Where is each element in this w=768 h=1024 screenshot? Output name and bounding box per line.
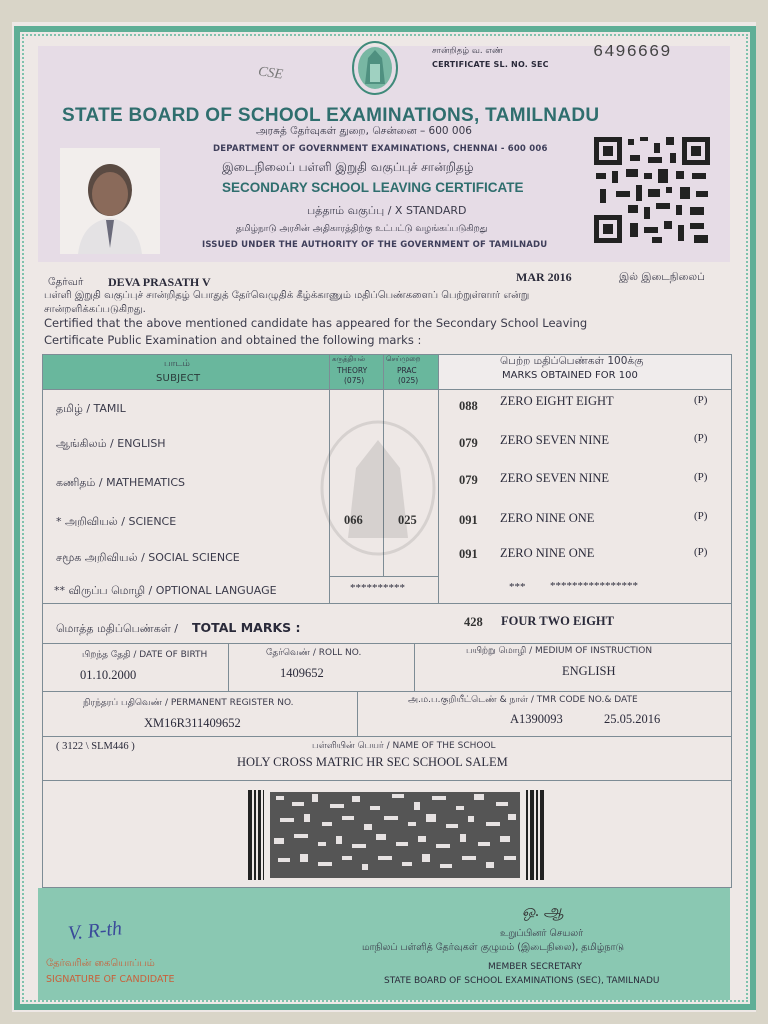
- handwritten-note: CSE: [257, 64, 284, 83]
- cert-en: SECONDARY SCHOOL LEAVING CERTIFICATE: [222, 180, 524, 195]
- medium-value: ENGLISH: [562, 664, 616, 678]
- words-cell: ZERO NINE ONE: [500, 511, 595, 525]
- theory-cell: 066: [344, 513, 363, 527]
- marks-cell: 079: [459, 473, 478, 487]
- prac-header-ta: செய்முறை: [386, 355, 421, 363]
- theory-header-max: (075): [344, 376, 365, 385]
- authority-ta: தமிழ்நாடு அரசின் அதிகாரத்திற்கு உட்பட்டு வழங்கப்படுகிறது: [236, 224, 488, 234]
- medium-label: பயிற்று மொழி / MEDIUM OF INSTRUCTION: [466, 646, 653, 656]
- cert-text-en1: Certified that the above mentioned candidate has appeared for the Secondary School Leaving: [44, 316, 588, 330]
- serial-label-en: CERTIFICATE SL. NO. SEC: [432, 60, 549, 69]
- subject-cell: கணிதம் / MATHEMATICS: [56, 476, 186, 489]
- total-label-en: TOTAL MARKS :: [192, 620, 301, 635]
- board-title: STATE BOARD OF SCHOOL EXAMINATIONS, TAMILNADU: [62, 105, 600, 126]
- words-cell: ZERO NINE ONE: [500, 546, 595, 560]
- watermark-emblem-icon: [318, 418, 438, 558]
- secretary-en1: MEMBER SECRETARY: [488, 962, 582, 972]
- table-divider: [329, 576, 439, 577]
- table-divider: [228, 644, 229, 692]
- emblem-icon: [350, 40, 400, 96]
- words-cell: ZERO SEVEN NINE: [500, 471, 610, 485]
- theory-header-en: THEORY: [337, 366, 368, 375]
- theory-cell: **********: [350, 582, 405, 594]
- secretary-ta1: உறுப்பினர் செயலர்: [500, 928, 584, 939]
- cert-text-ta2: சான்றளிக்கப்படுகிறது.: [44, 304, 146, 315]
- result-cell: (P): [694, 432, 708, 444]
- obtained-header-en: MARKS OBTAINED FOR 100: [502, 370, 638, 381]
- roll-value: 1409652: [280, 666, 324, 680]
- tmr-label: அ.ம.ப.குறியீட்டெண் & நாள் / TMR CODE NO.& DATE: [408, 695, 638, 705]
- level-ta: இல் இடைநிலைப்: [619, 271, 705, 283]
- standard: பத்தாம் வகுப்பு / X STANDARD: [307, 204, 467, 217]
- total-words: FOUR TWO EIGHT: [501, 614, 614, 628]
- total-label-ta: மொத்த மதிப்பெண்கள் /: [56, 622, 178, 635]
- dept-en: DEPARTMENT OF GOVERNMENT EXAMINATIONS, CHENNAI - 600 006: [213, 144, 548, 154]
- prac-header-en: PRAC: [397, 366, 417, 375]
- secretary-ta2: மாநிலப் பள்ளித் தேர்வுகள் குழுமம் (இடைநிலை), தமிழ்நாடு: [362, 942, 625, 953]
- subject-header-ta: பாடம்: [164, 359, 190, 369]
- reg-value: XM16R311409652: [144, 716, 241, 730]
- secretary-signature: ஒ. ஆ: [522, 903, 564, 920]
- table-divider: [357, 692, 358, 737]
- words-cell: ****************: [550, 580, 638, 592]
- candidate-sign-ta: தேர்வரின் கையொப்பம்: [46, 958, 155, 969]
- marks-cell: 091: [459, 547, 478, 561]
- words-cell: ZERO EIGHT EIGHT: [500, 394, 614, 408]
- prac-cell: 025: [398, 513, 417, 527]
- marks-cell: ***: [509, 581, 526, 593]
- table-divider: [43, 389, 731, 390]
- subject-cell: தமிழ் / TAMIL: [56, 402, 126, 415]
- table-divider: [438, 355, 439, 603]
- serial-number: 6496669: [593, 43, 672, 62]
- result-cell: (P): [694, 471, 708, 483]
- qr-code-icon: [592, 135, 712, 245]
- obtained-header-ta: பெற்ற மதிப்பெண்கள் 100க்கு: [500, 355, 644, 367]
- tmr-date: 25.05.2016: [604, 712, 661, 726]
- candidate-signature: V. R-th: [66, 917, 124, 945]
- exam-month: MAR 2016: [516, 270, 572, 284]
- barcode-icon: [246, 788, 546, 882]
- subject-cell: ** விருப்ப மொழி / OPTIONAL LANGUAGE: [54, 584, 277, 597]
- prac-header-max: (025): [398, 376, 419, 385]
- result-cell: (P): [694, 546, 708, 558]
- subject-cell: ஆங்கிலம் / ENGLISH: [56, 437, 166, 450]
- total-marks: 428: [464, 615, 483, 629]
- subject-cell: சமூக அறிவியல் / SOCIAL SCIENCE: [56, 551, 240, 564]
- secretary-en2: STATE BOARD OF SCHOOL EXAMINATIONS (SEC), TAMILNADU: [384, 976, 660, 986]
- subject-cell: * அறிவியல் / SCIENCE: [56, 515, 177, 528]
- theory-header-ta: கருத்தியல்: [332, 355, 366, 363]
- serial-label-ta: சான்றிதழ் வ. எண்: [432, 46, 503, 56]
- marks-cell: 091: [459, 513, 478, 527]
- cert-ta: இடைநிலைப் பள்ளி இறுதி வகுப்புச் சான்றிதழ்: [222, 160, 474, 174]
- result-cell: (P): [694, 394, 708, 406]
- subject-header-en: SUBJECT: [156, 373, 201, 384]
- cert-text-ta1: பள்ளி இறுதி வகுப்புச் சான்றிதழ் பொதுத் தேர்வெழுதிக் கீழ்க்காணும் மதிப்பெண்களைப் பெற்றுள்ளார் என்று: [44, 290, 530, 301]
- reg-label: நிரந்தரப் பதிவெண் / PERMANENT REGISTER NO.: [83, 698, 294, 708]
- candidate-portrait: [60, 148, 160, 254]
- roll-label: தேர்வெண் / ROLL NO.: [266, 648, 362, 658]
- result-cell: (P): [694, 510, 708, 522]
- authority-en: ISSUED UNDER THE AUTHORITY OF THE GOVERNMENT OF TAMILNADU: [202, 240, 548, 250]
- dept-ta: அரசுத் தேர்வுகள் துறை, சென்னை – 600 006: [256, 125, 472, 137]
- marks-cell: 088: [459, 399, 478, 413]
- school-label: பள்ளியின் பெயர் / NAME OF THE SCHOOL: [312, 741, 496, 751]
- candidate-name: DEVA PRASATH V: [108, 275, 211, 289]
- cert-text-en2: Certificate Public Examination and obtained the following marks :: [44, 333, 422, 347]
- words-cell: ZERO SEVEN NINE: [500, 433, 610, 447]
- table-divider: [414, 644, 415, 692]
- candidate-sign-en: SIGNATURE OF CANDIDATE: [46, 974, 175, 985]
- school-code: ( 3122 \ SLM446 ): [56, 741, 135, 752]
- dob-label: பிறந்த தேதி / DATE OF BIRTH: [82, 650, 208, 660]
- candidate-photo: [60, 148, 160, 254]
- dob-value: 01.10.2000: [80, 668, 137, 682]
- school-name: HOLY CROSS MATRIC HR SEC SCHOOL SALEM: [237, 755, 508, 769]
- marks-cell: 079: [459, 436, 478, 450]
- tmr-code: A1390093: [510, 712, 563, 726]
- candidate-label-ta: தேர்வர்: [48, 276, 84, 288]
